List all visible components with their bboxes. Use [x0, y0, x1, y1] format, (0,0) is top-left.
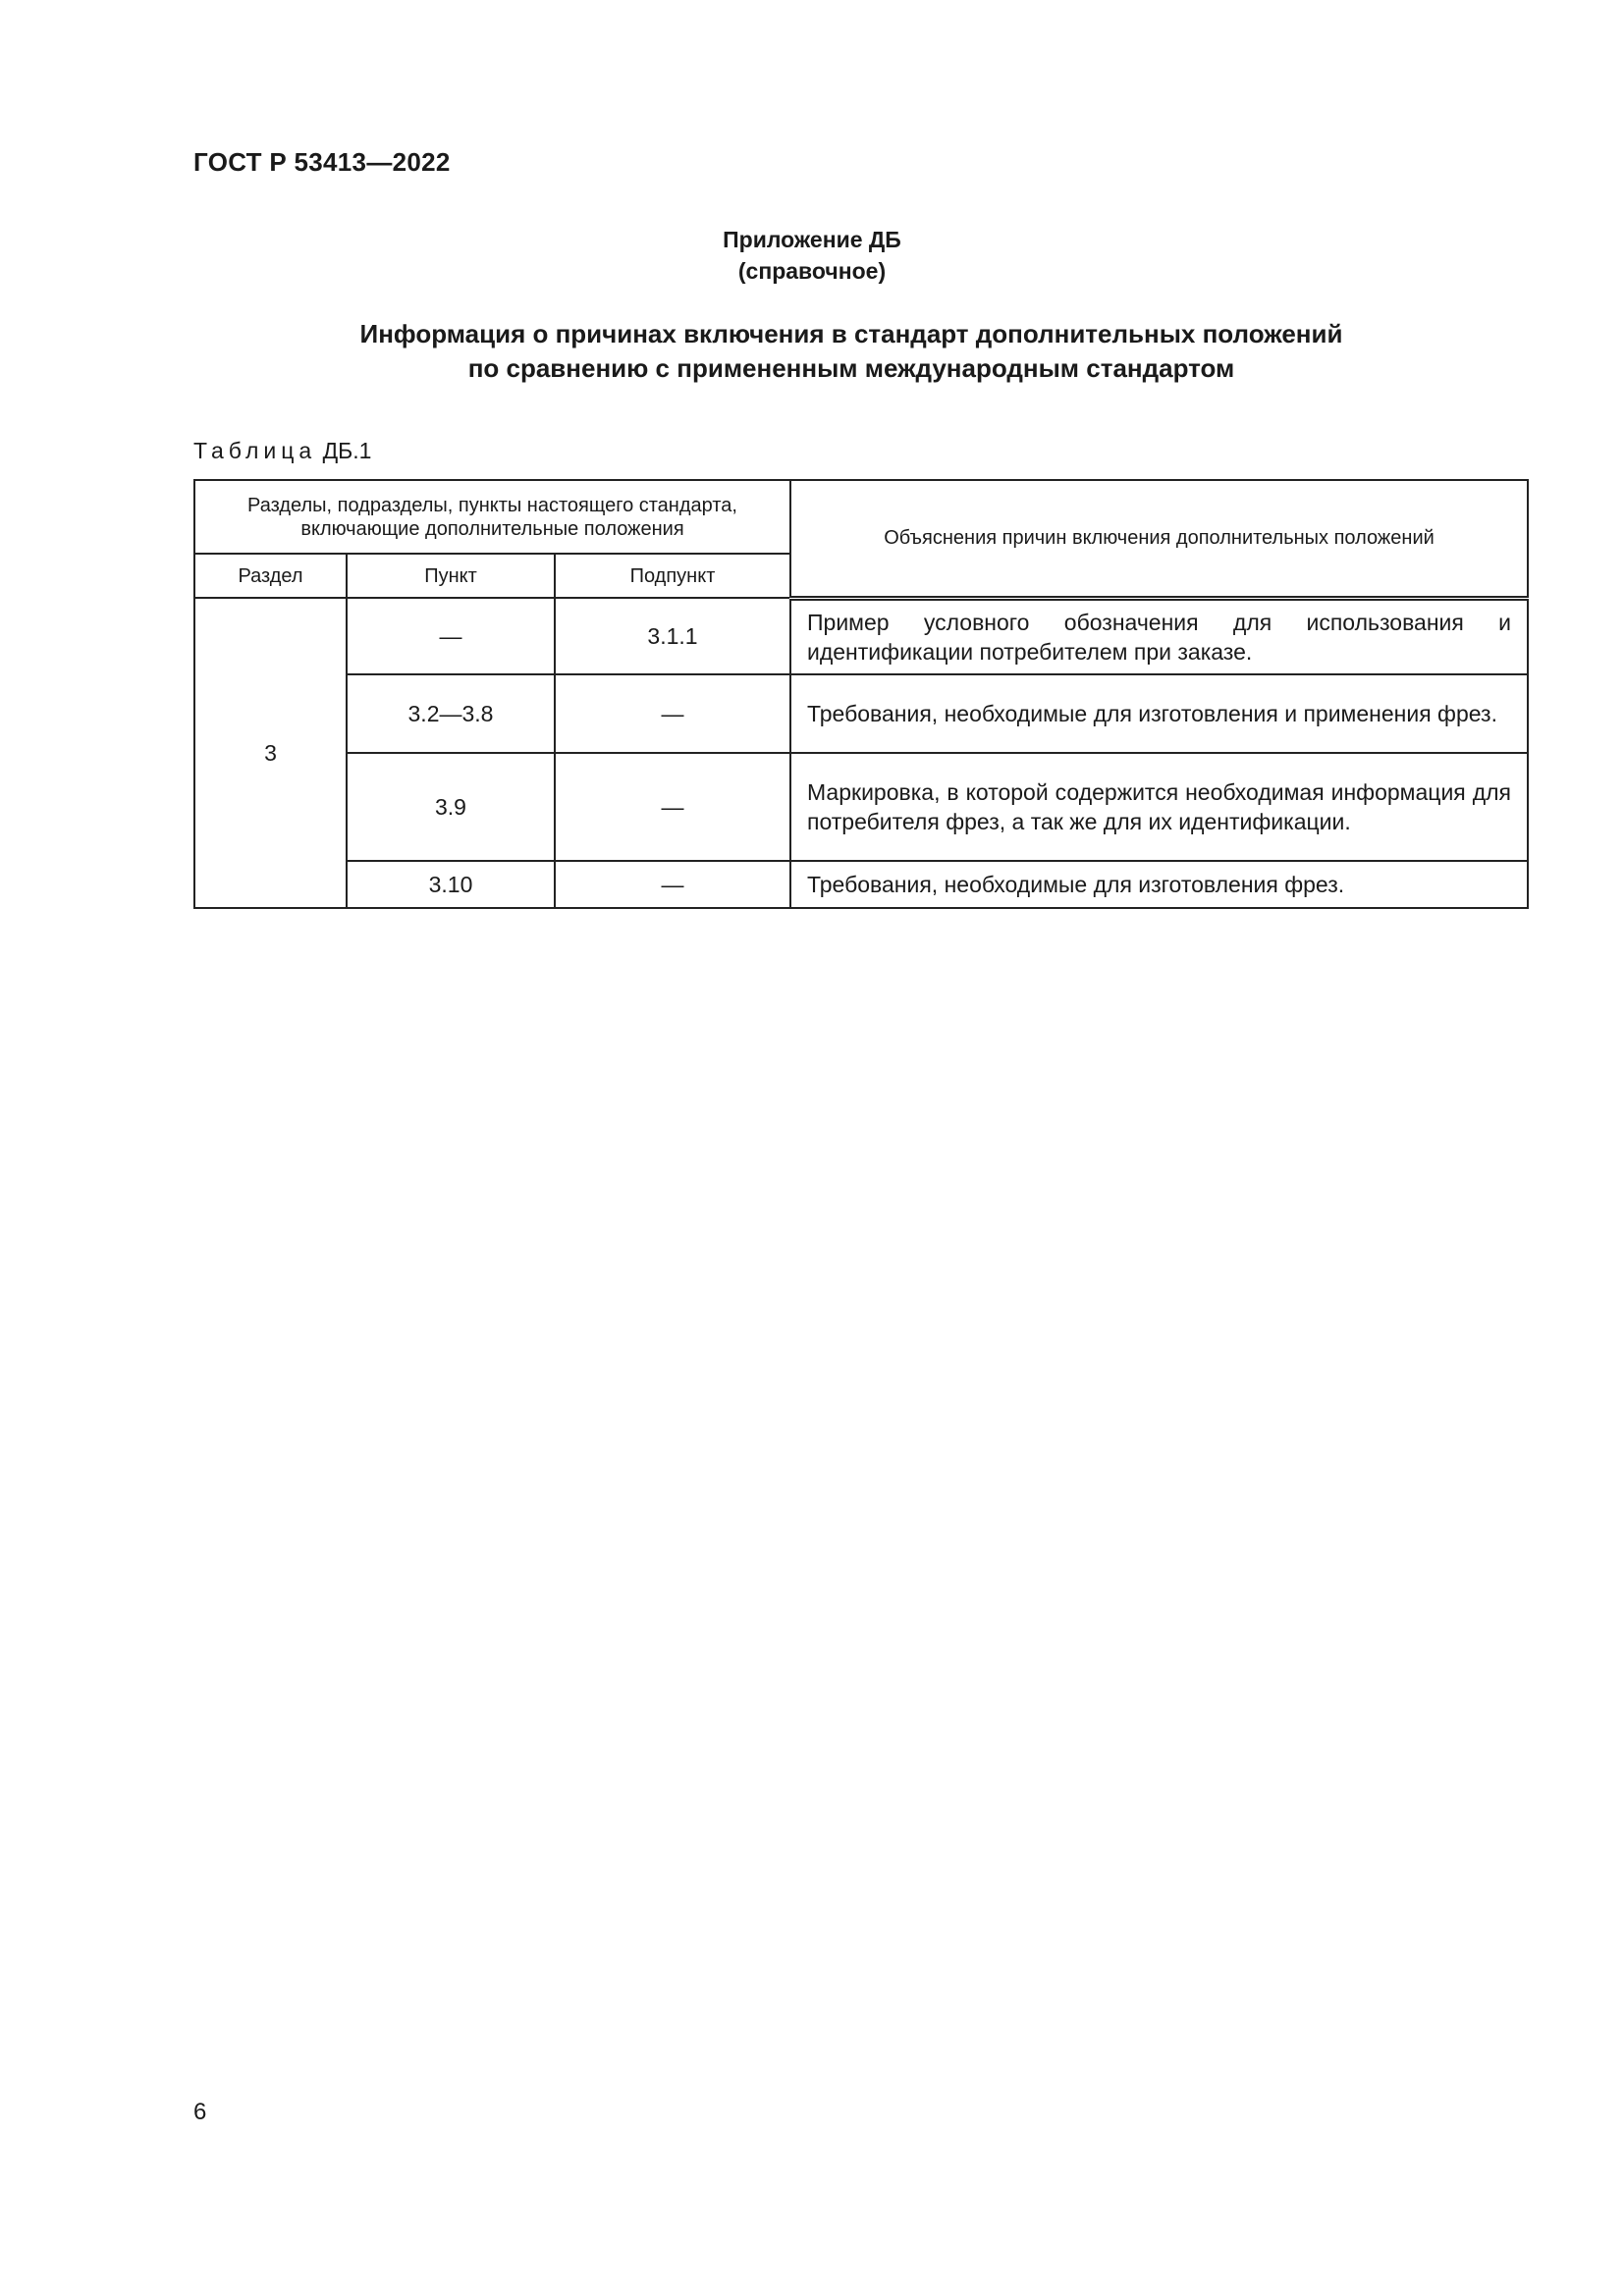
appendix-title-line-2: по сравнению с примененным международным стандартом	[467, 353, 1235, 383]
document-code: ГОСТ Р 53413—2022	[193, 147, 451, 177]
table-row	[194, 753, 1528, 861]
appendix-type: (справочное)	[737, 258, 887, 284]
subclause-cell: —	[555, 753, 790, 861]
subclause-cell: —	[555, 674, 790, 753]
table-row	[194, 861, 1528, 908]
subclause-cell: 3.1.1	[555, 598, 790, 674]
clause-cell: 3.10	[347, 861, 555, 908]
additional-provisions-table	[193, 479, 1529, 909]
table-header-section: Раздел	[194, 554, 347, 598]
appendix-title	[0, 317, 1624, 386]
table-header-group: Разделы, подразделы, пункты настоящего стандарта, включающие дополнительные положения	[194, 480, 790, 554]
table-caption-word: Таблица	[193, 438, 317, 463]
section-cell: 3	[194, 598, 347, 908]
appendix-title-line-1: Информация о причинах включения в стандарт дополнительных положений	[359, 319, 1343, 348]
explanation-cell: Требования, необходимые для изготовления и применения фрез.	[790, 674, 1528, 753]
table-caption-number: ДБ.1	[322, 438, 372, 463]
page-number: 6	[193, 2099, 207, 2125]
explanation-cell: Пример условного обозначения для использования и идентификации потребителем при заказе.	[790, 598, 1528, 674]
clause-cell: —	[347, 598, 555, 674]
table-header-subclause: Подпункт	[555, 554, 790, 598]
table-header-explanation: Объяснения причин включения дополнительных положений	[790, 480, 1528, 598]
explanation-cell: Маркировка, в которой содержится необходимая информация для потребителя фрез, а так же для их идентификации.	[790, 753, 1528, 861]
table-header-clause: Пункт	[347, 554, 555, 598]
table-row	[194, 674, 1528, 753]
appendix-heading	[0, 224, 1624, 287]
appendix-label: Приложение ДБ	[723, 227, 901, 252]
table-caption	[193, 438, 371, 464]
clause-cell: 3.2—3.8	[347, 674, 555, 753]
explanation-cell: Требования, необходимые для изготовления фрез.	[790, 861, 1528, 908]
table-row	[194, 598, 1528, 674]
subclause-cell: —	[555, 861, 790, 908]
clause-cell: 3.9	[347, 753, 555, 861]
